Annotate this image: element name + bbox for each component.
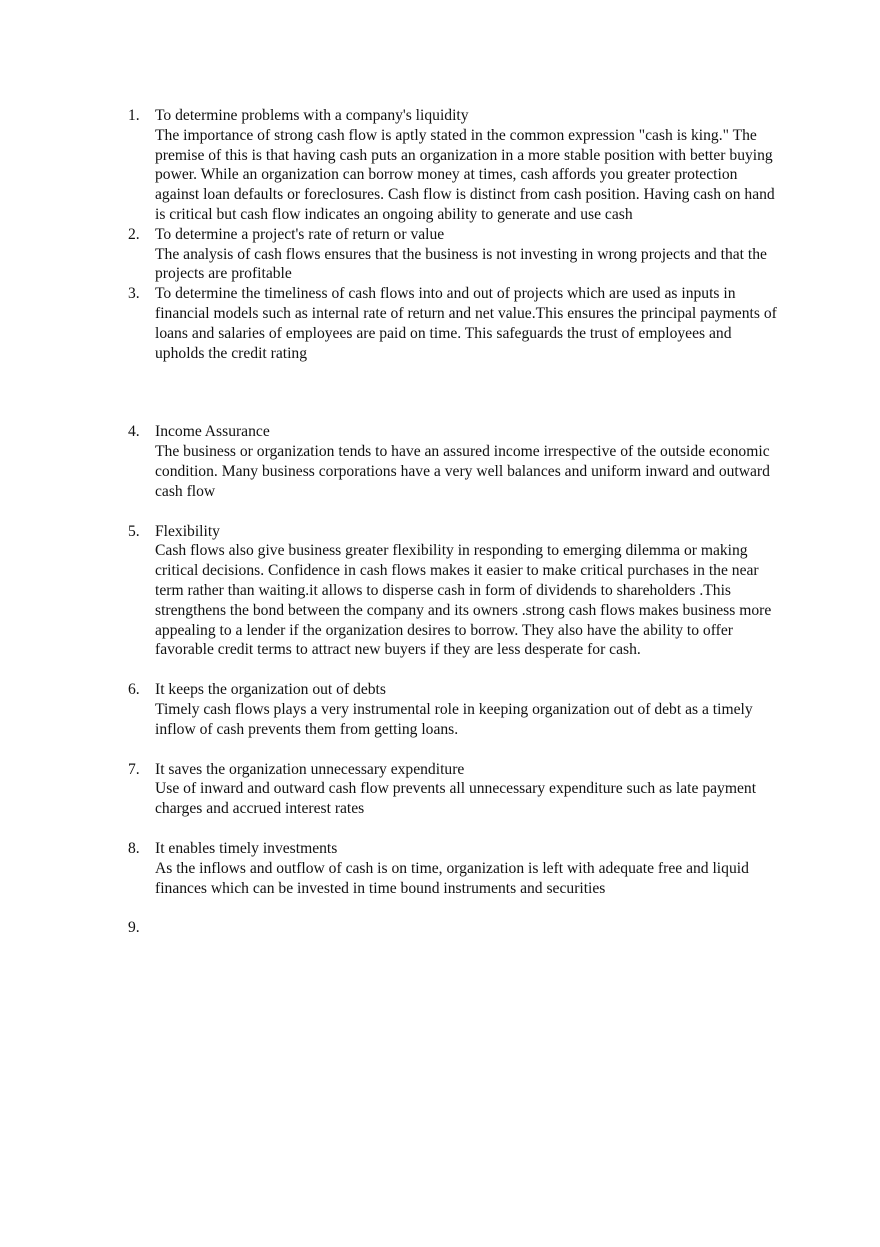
list-item-body: The importance of strong cash flow is aptly stated in the common expression "cash is king." The premise of this is that having cash puts an organization in a more stable position with better buying power. While an organization can borrow money at times, cash affords you greater protection against loan defaults or foreclosures. Cash flow is distinct from cash position. Having cash on hand is critical but cash flow indicates an ongoing ability to generate and use cash xyxy=(155,126,775,223)
blank-gap xyxy=(128,819,778,839)
list-item-number: 6. xyxy=(128,681,140,699)
list-item-title: Flexibility xyxy=(155,522,220,540)
list-item-body: Timely cash flows plays a very instrumental role in keeping organization out of debt as a timely inflow of cash prevents them from getting loans. xyxy=(155,700,753,738)
list-item-title: Income Assurance xyxy=(155,423,270,441)
list-item-number: 5. xyxy=(128,522,140,540)
list-item-body: The business or organization tends to have an assured income irrespective of the outside economic condition. Many business corporations have a very well balances and uniform inward and outward cash flow xyxy=(155,443,770,500)
list-item-7 xyxy=(128,760,778,819)
list-item-title: To determine problems with a company's liquidity xyxy=(155,107,469,124)
list-item-title: To determine the timeliness of cash flows into and out of projects which are used as inputs in financial models such as internal rate of return and net value.This ensures the principal payments of loans and salaries of employees are paid on time. This safeguards the trust of employees and upholds the credit rating xyxy=(155,285,777,362)
list-item-1 xyxy=(128,106,778,225)
list-item-number: 2. xyxy=(128,225,140,243)
list-item-body: The analysis of cash flows ensures that the business is not investing in wrong projects and that the projects are profitable xyxy=(155,245,767,283)
list-item-number: 8. xyxy=(128,839,140,857)
list-item-title: It keeps the organization out of debts xyxy=(155,681,386,699)
list-item-number: 1. xyxy=(128,107,140,124)
blank-gap xyxy=(128,898,778,918)
list-item-2 xyxy=(128,225,778,284)
blank-gap xyxy=(128,363,778,422)
list-item-number: 7. xyxy=(128,760,140,778)
list-item-body: As the inflows and outflow of cash is on time, organization is left with adequate free and liquid finances which can be invested in time bound instruments and securities xyxy=(155,859,749,897)
list-item-4 xyxy=(128,422,778,501)
numbered-list xyxy=(128,106,778,937)
list-item-5 xyxy=(128,522,778,661)
list-item-title: To determine a project's rate of return or value xyxy=(155,225,445,243)
list-item-title: It enables timely investments xyxy=(155,839,338,857)
list-item-title: It saves the organization unnecessary expenditure xyxy=(155,760,465,778)
list-item-body: Cash flows also give business greater flexibility in responding to emerging dilemma or making critical decisions. Confidence in cash flows makes it easier to make critical purchases in the near term rather than waiting.it allows to disperse cash in form of dividends to shareholders .This strengthens the bond between the company and its owners .strong cash flows makes business more appealing to a lender if the organization desires to borrow. They also have the ability to offer favorable credit terms to attract new buyers if they are less desperate for cash. xyxy=(155,542,772,659)
list-item-8 xyxy=(128,839,778,898)
list-item-6 xyxy=(128,680,778,739)
blank-gap xyxy=(128,660,778,680)
list-item-number: 9. xyxy=(128,919,140,937)
blank-gap xyxy=(128,502,778,522)
list-item-body: Use of inward and outward cash flow prevents all unnecessary expenditure such as late payment charges and accrued interest rates xyxy=(155,780,757,818)
list-item-3 xyxy=(128,284,778,363)
list-item-number: 4. xyxy=(128,423,140,441)
blank-gap xyxy=(128,740,778,760)
list-item-number: 3. xyxy=(128,285,140,303)
